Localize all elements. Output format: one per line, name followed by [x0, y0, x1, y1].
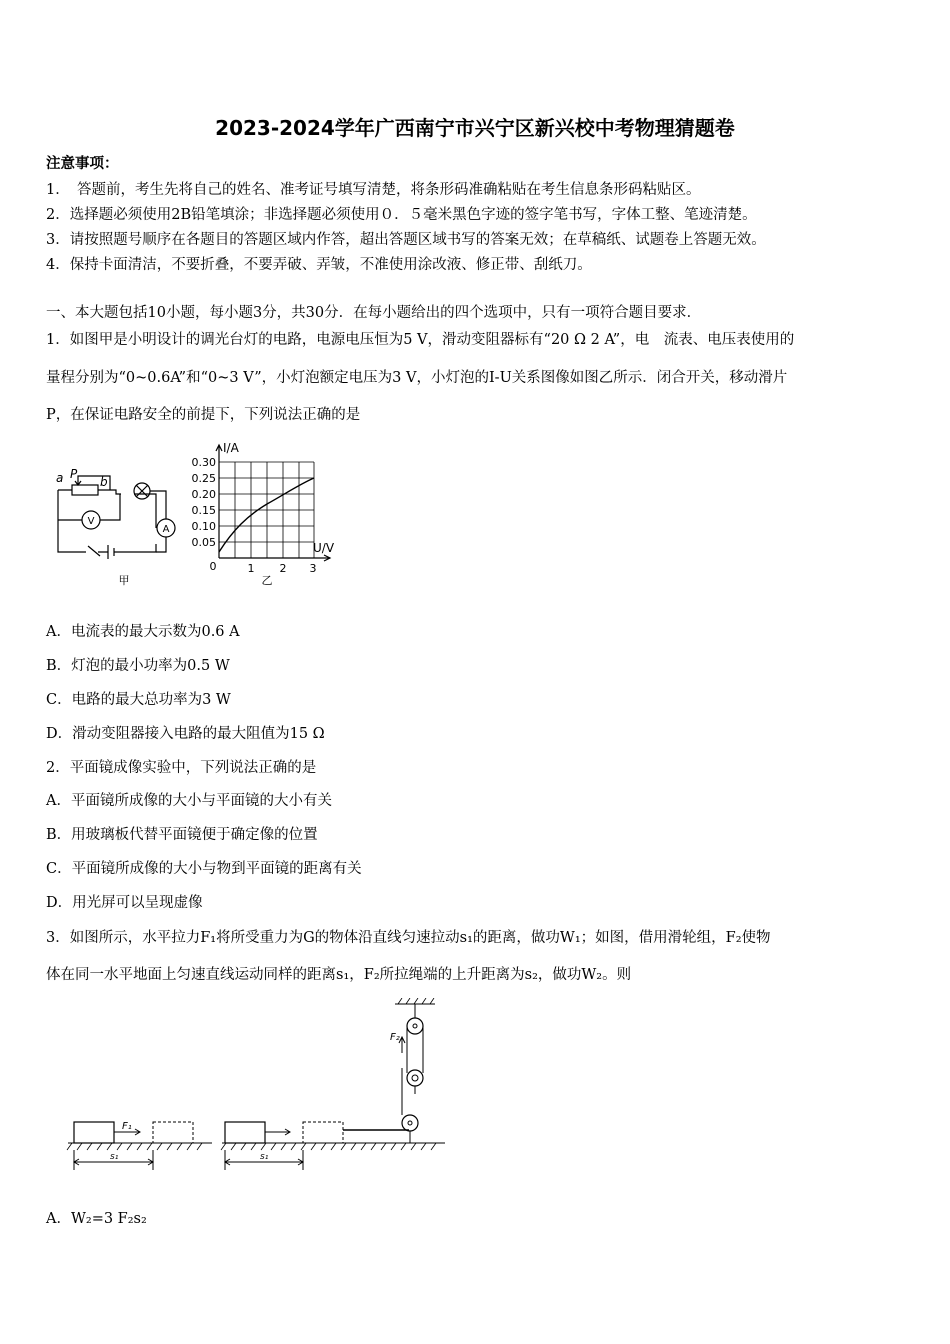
option: A．电流表的最大示数为0.6 A	[46, 624, 240, 640]
question-3-text: 3．如图所示，水平拉力F₁将所受重力为G的物体沿直线匀速拉动s₁的距离，做功W₁；如图，借用滑轮组，F₂使物	[46, 930, 771, 946]
label-f1: F₁	[122, 1121, 132, 1132]
label-p: P	[70, 467, 78, 481]
block-right	[225, 1122, 265, 1143]
question-3-text: 体在同一水平地面上匀速直线运动同样的距离s₁，F₂所拉绳端的上升距离为s₂，做功W₂。则	[46, 967, 632, 983]
notice-item: 3．请按照题号顺序在各题目的答题区域内作答，超出答题区域书写的答案无效；在草稿纸、试题卷上答题无效。	[46, 232, 766, 248]
y-tick: 0.10	[191, 520, 216, 533]
y-tick: 0.15	[191, 504, 216, 517]
label-s1: s₁	[110, 1152, 119, 1162]
question-1-text: 1．如图甲是小明设计的调光台灯的电路，电源电压恒为5 V，滑动变阻器标有“20 Ω 2 A”，电 流表、电压表使用的	[46, 332, 795, 348]
ground-hatch-left	[67, 1143, 202, 1150]
y-tick: 0.30	[191, 456, 216, 469]
ground-hatch-right	[221, 1143, 436, 1150]
label-s1: s₁	[260, 1152, 269, 1162]
section-heading: 一、本大题包括10小题，每小题3分，共30分．在每小题给出的四个选项中，只有一项符合题目要求．	[46, 305, 702, 321]
rheostat	[72, 485, 98, 495]
notice-item: 2．选择题必须使用2B铅笔填涂；非选择题必须使用０．５毫米黑色字迹的签字笔书写，字体工整、笔迹清楚。	[46, 207, 757, 223]
ammeter-label: A	[162, 524, 170, 535]
y-tick: 0.25	[191, 472, 216, 485]
y-tick: 0.20	[191, 488, 216, 501]
graph-grid	[219, 462, 314, 558]
option: D．用光屏可以呈现虚像	[46, 895, 203, 911]
question-2-text: 2．平面镜成像实验中，下列说法正确的是	[46, 760, 317, 776]
question-1-text: 量程分别为“0~0.6A”和“0~3 V”，小灯泡额定电压为3 V，小灯泡的I-U关系图像如图乙所示．闭合开关，移动滑片	[46, 370, 788, 386]
label-a: a	[56, 471, 64, 485]
option: D．滑动变阻器接入电路的最大阻值为15 Ω	[46, 726, 325, 742]
movable-pulley	[407, 1070, 423, 1086]
y-tick: 0.05	[191, 536, 216, 549]
notice-item: 1． 答题前，考生先将自己的姓名、准考证号填写清楚，将条形码准确粘贴在考生信息条形码粘贴区。	[46, 182, 701, 198]
x-tick: 1	[247, 562, 255, 575]
iu-graph	[185, 440, 350, 590]
option: A．W₂=3 F₂s₂	[46, 1211, 147, 1227]
iu-curve	[219, 478, 314, 552]
graph-caption: 乙	[261, 574, 273, 587]
option: C．电路的最大总功率为3 W	[46, 692, 231, 708]
x-tick: 2	[279, 562, 287, 575]
label-f2: F₂	[390, 1032, 400, 1043]
notice-heading: 注意事项：	[46, 155, 119, 172]
option: B．灯泡的最小功率为0.5 W	[46, 658, 230, 674]
ceiling-hatch	[398, 998, 434, 1004]
option: A．平面镜所成像的大小与平面镜的大小有关	[46, 793, 332, 809]
fixed-pulley-top	[407, 1018, 423, 1034]
block-right-moved	[303, 1122, 343, 1143]
graph-xlabel: U/V	[313, 541, 335, 555]
notice-item: 4．保持卡面清洁，不要折叠，不要弄破、弄皱，不准使用涂改液、修正带、刮纸刀。	[46, 257, 592, 273]
fixed-pulley-bottom	[402, 1115, 418, 1131]
option: C．平面镜所成像的大小与物到平面镜的距离有关	[46, 861, 362, 877]
label-b: b	[100, 475, 108, 489]
x-tick: 0	[209, 560, 217, 573]
block-left-moved	[153, 1122, 193, 1143]
question-1-text: P，在保证电路安全的前提下，下列说法正确的是	[46, 407, 361, 423]
circuit-caption: 甲	[118, 574, 130, 587]
voltmeter-label: V	[87, 516, 95, 527]
graph-ylabel: I/A	[223, 441, 239, 455]
x-tick: 3	[309, 562, 317, 575]
pulley-figure	[60, 998, 460, 1178]
switch	[88, 546, 100, 556]
option: B．用玻璃板代替平面镜便于确定像的位置	[46, 827, 318, 843]
block-left	[74, 1122, 114, 1143]
circuit-diagram	[46, 448, 196, 590]
page-title: 2023-2024学年广西南宁市兴宁区新兴校中考物理猜题卷	[215, 116, 735, 140]
